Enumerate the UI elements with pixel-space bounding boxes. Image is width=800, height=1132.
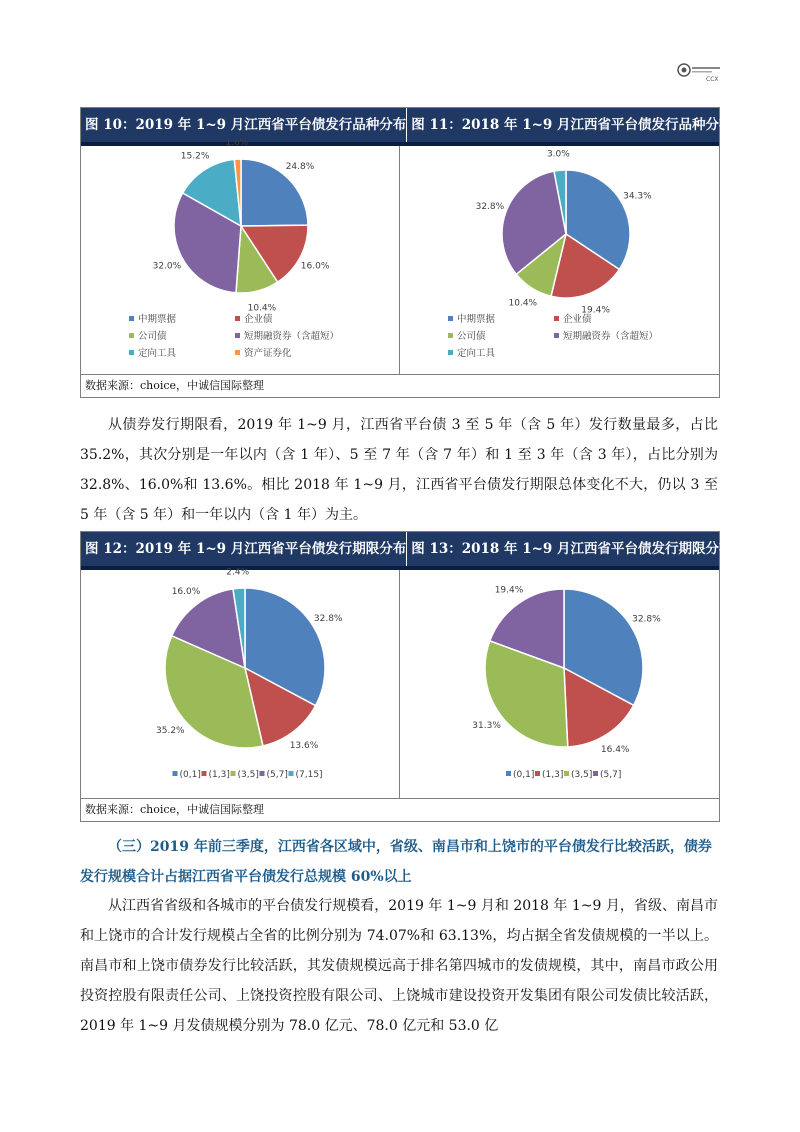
pie-value-label: 24.8% [285, 162, 315, 173]
svg-text:CCX: CCX [706, 76, 719, 83]
legend-swatch [564, 771, 569, 776]
legend-label: (1,3] [208, 770, 230, 780]
legend-swatch [554, 316, 559, 321]
legend-swatch [448, 350, 453, 355]
legend-label: (3,5] [237, 770, 259, 780]
legend-swatch [289, 771, 294, 776]
legend-label: 公司债 [457, 331, 486, 342]
legend-label: 短期融资券（含超短） [563, 331, 659, 342]
figure-13-pie-chart [400, 570, 718, 798]
pie-value-label: 16.4% [600, 745, 630, 756]
figure-10-title: 图 10：2019 年 1~9 月江西省平台债发行品种分布 [85, 117, 407, 133]
legend-swatch [202, 771, 207, 776]
figure-10-panel [81, 138, 399, 374]
pie-value-label: 34.3% [623, 191, 652, 202]
legend-label: 定向工具 [138, 348, 177, 359]
figure-13-panel [399, 570, 718, 798]
pie-value-label: 3.0% [546, 149, 570, 160]
legend-label: 定向工具 [457, 348, 496, 359]
paragraph-term-analysis: 从债券发行期限看，2019 年 1~9 月，江西省平台债 3 至 5 年（含 5 年）发行数量最多，占比 35.2%，其次分别是一年以内（含 1 年）、5 至 7 年（含 7 年）和 1 至 3 年（含 3 年），占比分别为 32.8%、16.0%和 13.6%。相比 2018 年 1~9 月，江西省平台债发行期限总体变化不大，仍以 3 至 5 年（含 5 年）和一年以内（含 1 年）为主。 [80, 417, 718, 523]
pie-value-label: 16.0% [171, 587, 201, 597]
legend-swatch [535, 771, 540, 776]
pie-value-label: 32.8% [632, 614, 661, 625]
legend-label: 中期票据 [457, 314, 496, 325]
pie-value-label: 19.4% [581, 305, 610, 316]
pie-value-label: 10.4% [247, 303, 277, 314]
legend-label: 公司债 [138, 331, 167, 342]
pie-value-label: 32.8% [313, 614, 343, 625]
pie-value-label: 13.6% [289, 741, 319, 751]
figure-11-title: 图 11：2018 年 1~9 月江西省平台债发行品种分布 [406, 108, 732, 142]
legend-swatch [173, 771, 178, 776]
legend-label: (1,3] [542, 770, 564, 780]
figure-11-panel [399, 146, 718, 374]
legend-label: (5,7] [266, 770, 288, 780]
legend-swatch [593, 771, 598, 776]
legend-label: 企业债 [244, 314, 273, 325]
legend-label: (0,1] [513, 770, 535, 780]
figure-12-title: 图 12：2019 年 1~9 月江西省平台债发行期限分布 [85, 541, 407, 557]
legend-swatch [448, 333, 453, 338]
legend-swatch [235, 350, 240, 355]
figure-box-row1 [80, 107, 733, 398]
pie-value-label: 19.4% [494, 585, 524, 596]
pie-value-label: 1.6% [225, 138, 249, 149]
pie-value-label: 10.4% [508, 298, 538, 309]
legend-label: (3,5] [571, 770, 593, 780]
legend-swatch [129, 350, 134, 355]
legend-swatch [448, 316, 453, 321]
legend-label: (0,1] [179, 770, 201, 780]
legend-label: 资产证券化 [244, 348, 292, 359]
pie-value-label: 32.8% [475, 202, 505, 213]
figure-11-pie-chart [400, 146, 718, 374]
legend-swatch [129, 316, 134, 321]
legend-swatch [129, 333, 134, 338]
figure-13-title: 图 13：2018 年 1~9 月江西省平台债发行期限分布 [406, 532, 732, 566]
legend-swatch [554, 333, 559, 338]
legend-swatch [235, 316, 240, 321]
legend-label: (7,15] [295, 770, 323, 780]
legend-swatch [506, 771, 511, 776]
figure-row2-source: 数据来源：choice，中诚信国际整理 [85, 803, 265, 816]
figure-12-panel [81, 567, 399, 798]
legend-label: 企业债 [563, 314, 592, 325]
legend-label: (5,7] [600, 770, 622, 780]
legend-label: 短期融资券（含超短） [244, 331, 340, 342]
company-logo [676, 60, 724, 84]
pie-value-label: 31.3% [472, 720, 501, 731]
figure-10-pie-chart [81, 138, 399, 374]
pie-value-label: 16.0% [300, 261, 330, 272]
legend-swatch [231, 771, 236, 776]
paragraph-region-analysis: 从江西省省级和各城市的平台债发行规模看，2019 年 1~9 月和 2018 年 1~9 月，省级、南昌市和上饶市的合计发行规模占全省的比例分别为 74.07%和 63.13%，均占据全省发债规模的一半以上。南昌市和上饶市债券发行比较活跃，其发债规模远高于排名第四城市的发债规模，其中，南昌市政公用投资控股有限责任公司、上饶投资控股有限公司、上饶城市建设投资开发集团有限公司发债比较活跃，2019 年 1~9 月发债规模分别为 78.0 亿元、78.0 亿元和 53.0 亿 [80, 898, 718, 1034]
legend-swatch [260, 771, 265, 776]
pie-value-label: 15.2% [180, 151, 210, 162]
section-heading: （三）2019 年前三季度，江西省各区域中，省级、南昌市和上饶市的平台债发行比较活跃，债券发行规模合计占据江西省平台债发行总规模 60%以上 [80, 839, 712, 885]
figure-row1-source: 数据来源：choice，中诚信国际整理 [85, 379, 265, 392]
figure-box-row2 [80, 531, 733, 822]
pie-value-label: 35.2% [156, 725, 185, 736]
legend-swatch [235, 333, 240, 338]
legend-label: 中期票据 [138, 314, 177, 325]
pie-value-label: 2.4% [226, 567, 250, 578]
figure-12-pie-chart [81, 567, 399, 798]
pie-value-label: 32.0% [152, 261, 182, 272]
